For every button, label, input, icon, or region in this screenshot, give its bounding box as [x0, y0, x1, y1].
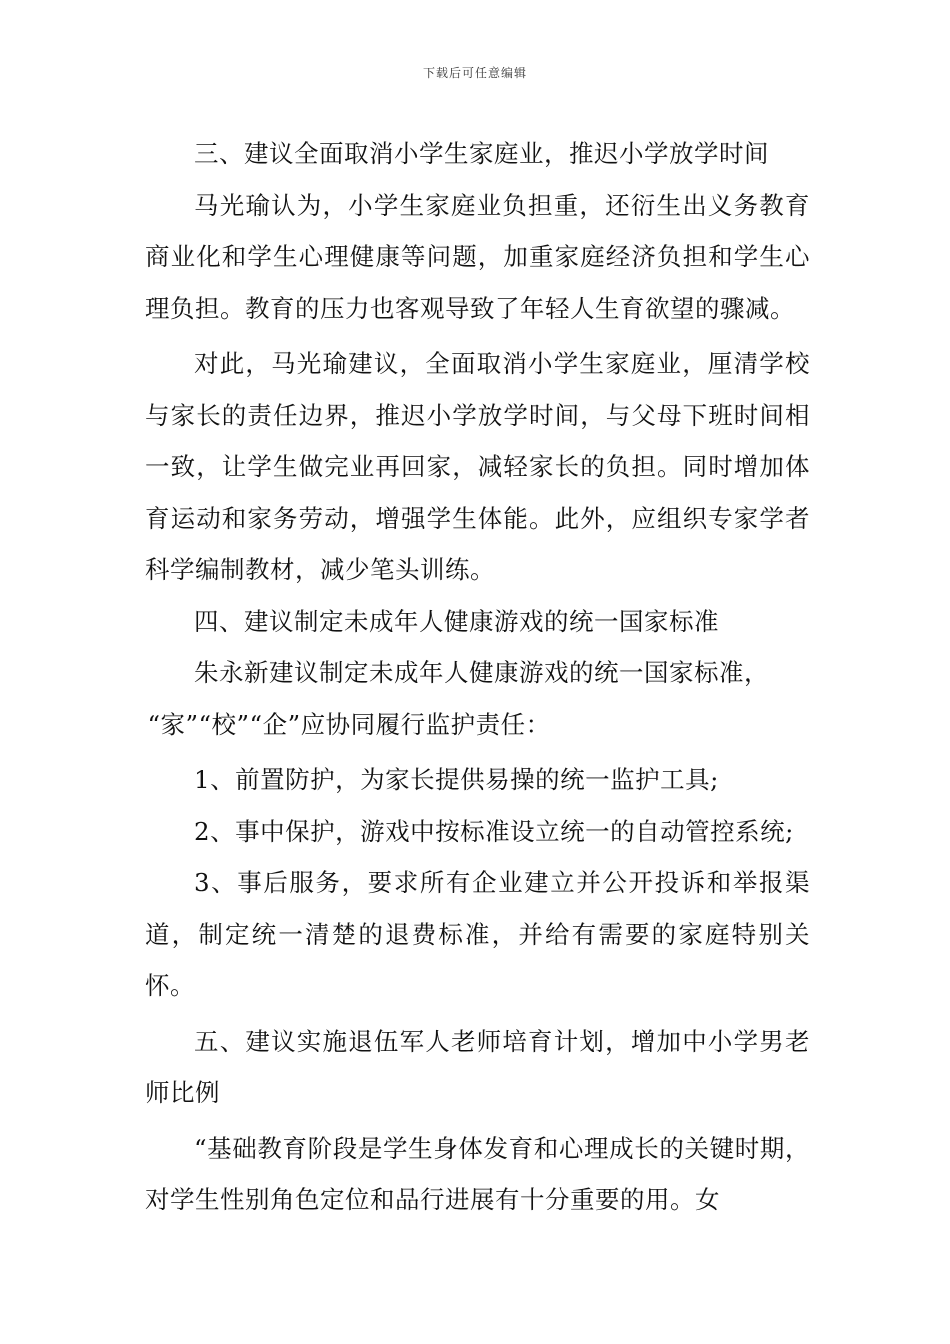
section-four-paragraph-line-1: 朱永新建议制定未成年人健康游戏的统一国家标准，	[194, 658, 769, 687]
download-note: 下载后可任意编辑	[422, 66, 527, 80]
section-four-item-2: 2、事中保护，游戏中按标准设立统一的自动管控系统;	[194, 816, 794, 846]
section-four-item-3: 3、事后服务，要求所有企业建立并公开投诉和举报渠道，制定统一清楚的退费标准，并给有需要的家庭特别关怀。	[145, 868, 810, 1000]
section-three-paragraph-1: 马光瑜认为，小学生家庭业负担重，还衍生出义务教育商业化和学生心理健康等问题，加重家庭经济负担和学生心理负担。教育的压力也客观导致了年轻人生育欲望的骤减。	[145, 190, 810, 323]
section-three-heading: 三、建议全面取消小学生家庭业，推迟小学放学时间	[194, 139, 769, 168]
section-four-heading: 四、建议制定未成年人健康游戏的统一国家标准	[194, 606, 719, 636]
section-five-heading: 五、建议实施退伍军人老师培育计划，增加中小学男老师比例	[145, 1026, 810, 1107]
document-body	[145, 128, 810, 1226]
section-four-paragraph-line-2: “家”“校”“企”应协同履行监护责任：	[147, 709, 551, 739]
section-five-paragraph-1: “基础教育阶段是学生身体发育和心理成长的关键时期，对学生性别角色定位和品行进展有十分重要的用。女	[145, 1133, 810, 1214]
section-four-item-1: 1、前置防护，为家长提供易操的统一监护工具;	[194, 765, 719, 794]
section-three-paragraph-2: 对此，马光瑜建议，全面取消小学生家庭业，厘清学校与家长的责任边界，推迟小学放学时间，与父母下班时间相一致，让学生做完业再回家，减轻家长的负担。同时增加体育运动和家务劳动，增强学生体能。此外，应组织专家学者科学编制教材，减少笔头训练。	[145, 349, 810, 584]
